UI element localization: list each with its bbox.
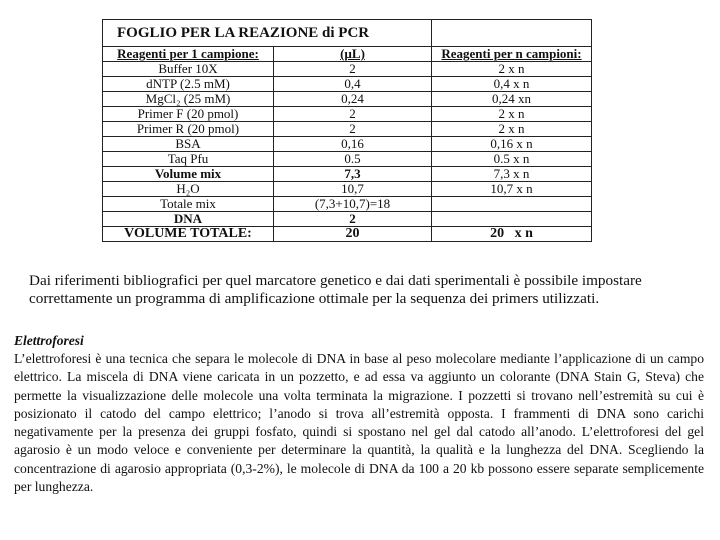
reagent-name: H₂O xyxy=(103,182,274,197)
reagent-volume-n: 20 x n xyxy=(432,227,592,242)
reagent-volume: 20 xyxy=(274,227,432,242)
reagent-volume: (7,3+10,7)=18 xyxy=(274,197,432,212)
reagent-volume: 2 xyxy=(274,62,432,77)
reagent-name: DNA xyxy=(103,212,274,227)
reagent-volume: 0,4 xyxy=(274,77,432,92)
header-reagents-single: Reagenti per 1 campione: xyxy=(103,47,274,62)
reagent-volume-n: 0,4 x n xyxy=(432,77,592,92)
table-row xyxy=(103,77,592,92)
table-row-dna xyxy=(103,212,592,227)
reagent-volume-n xyxy=(432,212,592,227)
reagent-name: Buffer 10X xyxy=(103,62,274,77)
intro-paragraph: Dai riferimenti bibliografici per quel marcatore genetico e dai dati sperimentali è possibile impostare correttamente un programma di amplificazione ottimale per la sequenza dei primers utilizzati. xyxy=(29,272,642,307)
reagent-volume: 2 xyxy=(274,212,432,227)
table-row xyxy=(103,62,592,77)
reagent-name: Primer R (20 pmol) xyxy=(103,122,274,137)
reagent-volume-n xyxy=(432,197,592,212)
section-heading: Elettroforesi xyxy=(14,333,84,348)
reagent-name: dNTP (2.5 mM) xyxy=(103,77,274,92)
reagent-name: BSA xyxy=(103,137,274,152)
reagent-volume: 0,16 xyxy=(274,137,432,152)
table-row xyxy=(103,122,592,137)
section-body: L’elettroforesi è una tecnica che separa le molecole di DNA in base al peso molecolare mediante l’applicazione di un campo elettrico. La miscela di DNA viene caricata in un pozzetto, e ad essa va aggiunto un colorante (DNA Stain G, Steva) che permette la visualizzazione delle molecole una volta terminata la migrazione. I pozzetti si trovano nell’estremità su cui è posizionato il catodo del campo elettrico; l’anodo si trova all’estremità opposta. I frammenti di DNA sono carichi negativamente per la presenza dei gruppi fosfato, quindi si spostano nel gel dal catodo all’anodo. L’elettroforesi del gel agarosio è un modo veloce e conveniente per determinare la quantità, la qualità e la lunghezza del DNA. Scegliendo la concentrazione di agarosio appropriata (0,3-2%), le molecole di DNA da 100 a 20 kb possono essere separate semplicemente per lunghezza. xyxy=(14,351,704,495)
pcr-reaction-table xyxy=(102,19,592,242)
reagent-volume: 2 xyxy=(274,107,432,122)
table-header-row xyxy=(103,47,592,62)
reagent-name: VOLUME TOTALE: xyxy=(103,227,274,242)
table-row-total-mix xyxy=(103,197,592,212)
reagent-volume-n: 2 x n xyxy=(432,107,592,122)
header-volume-ul: (µL) xyxy=(274,47,432,62)
reagent-name: Primer F (20 pmol) xyxy=(103,107,274,122)
table-row xyxy=(103,182,592,197)
reagent-volume-n: 2 x n xyxy=(432,62,592,77)
reagent-volume: 0,24 xyxy=(274,92,432,107)
table-title: FOGLIO PER LA REAZIONE di PCR xyxy=(103,20,432,47)
reagent-volume: 10,7 xyxy=(274,182,432,197)
table-row-total-volume xyxy=(103,227,592,242)
reagent-volume-n: 0.5 x n xyxy=(432,152,592,167)
reagent-name: Taq Pfu xyxy=(103,152,274,167)
reagent-volume-n: 10,7 x n xyxy=(432,182,592,197)
reagent-volume: 7,3 xyxy=(274,167,432,182)
table-row xyxy=(103,137,592,152)
reagent-volume-n: 2 x n xyxy=(432,122,592,137)
reagent-name: Totale mix xyxy=(103,197,274,212)
reagent-volume-n: 0,16 x n xyxy=(432,137,592,152)
table-row xyxy=(103,107,592,122)
table-row-volume-mix xyxy=(103,167,592,182)
table-title-row xyxy=(103,20,592,47)
table-row xyxy=(103,92,592,107)
reagent-name: Volume mix xyxy=(103,167,274,182)
reagent-name: MgCl₂ (25 mM) xyxy=(103,92,274,107)
reagent-volume-n: 0,24 xn xyxy=(432,92,592,107)
header-reagents-n: Reagenti per n campioni: xyxy=(432,47,592,62)
reagent-volume: 0.5 xyxy=(274,152,432,167)
reagent-volume-n: 7,3 x n xyxy=(432,167,592,182)
table-row xyxy=(103,152,592,167)
reagent-volume: 2 xyxy=(274,122,432,137)
table-title-empty-cell xyxy=(432,20,592,47)
